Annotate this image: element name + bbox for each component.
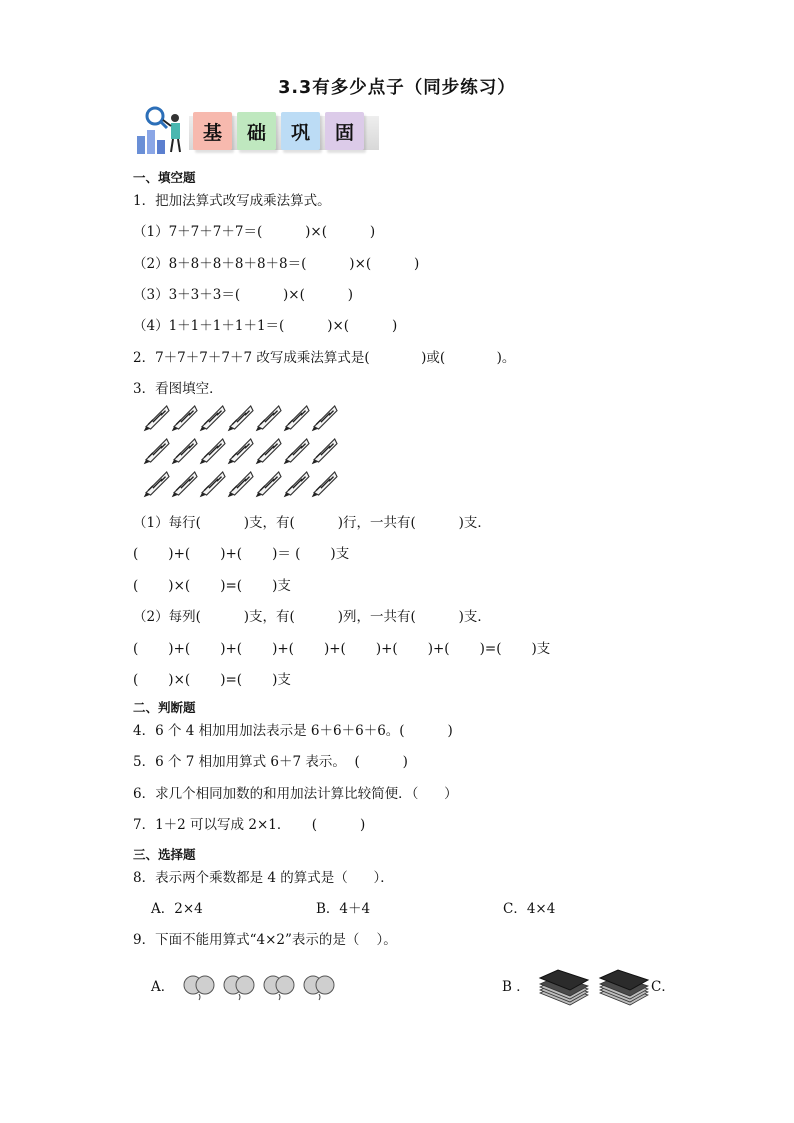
- pen-icon: [284, 472, 309, 497]
- q1-item-2: （2）8＋8＋8＋8＋8＋8＝( )×( ): [133, 256, 420, 272]
- q9-option-c: C．: [651, 979, 675, 995]
- q3-line-1: （1）每行( )支，有( )行，一共有( )支．: [133, 515, 491, 531]
- pen-icon: [172, 439, 197, 464]
- q2: 2．7＋7＋7＋7＋7 改写成乘法算式是( )或( )。: [133, 350, 516, 366]
- q1-item-4: （4）1＋1＋1＋1＋1＝( )×( ): [133, 318, 398, 334]
- q5: 5．6 个 7 相加用算式 6＋7 表示。 ( ): [133, 754, 408, 770]
- q6: 6．求几个相同加数的和用加法计算比较简便．（ ）: [133, 786, 458, 802]
- pen-icon: [144, 472, 169, 497]
- q8-option-b: B．4＋4: [316, 901, 371, 917]
- pen-icon: [228, 439, 253, 464]
- banner-tile-1: 基: [193, 112, 232, 150]
- q9-stem: 9．下面不能用算式“4×2”表示的是（ ）。: [133, 932, 397, 948]
- q1-stem: 1．把加法算式改写成乘法算式。: [133, 193, 331, 209]
- pen-icon: [256, 406, 281, 431]
- pen-icon: [312, 472, 337, 497]
- pen-icon: [284, 439, 309, 464]
- pen-grid-image: [140, 402, 340, 506]
- pen-icon: [312, 406, 337, 431]
- q3-line-3: ( )×( )=( )支: [133, 578, 291, 594]
- pen-icon: [312, 439, 337, 464]
- balloon-icon: [316, 976, 334, 994]
- q7: 7．1＋2 可以写成 2×1． ( ): [133, 817, 366, 833]
- pen-icon: [228, 472, 253, 497]
- q9-option-b: B ．: [502, 979, 530, 995]
- balloon-icon: [196, 976, 214, 994]
- banner-tile-2: 础: [237, 112, 276, 150]
- q3-stem: 3．看图填空．: [133, 381, 223, 397]
- q8-option-a: A．2×4: [151, 901, 203, 917]
- banner-tile-3: 巩: [281, 112, 320, 150]
- balloon-icon: [276, 976, 294, 994]
- presenter-chart-icon: [133, 106, 191, 156]
- pen-icon: [200, 406, 225, 431]
- q1-item-1: （1）7＋7＋7＋7＝( )×( ): [133, 224, 376, 240]
- q3-line-2: ( )+( )+( )＝ ( )支: [133, 546, 350, 562]
- pen-icon: [284, 406, 309, 431]
- pen-icon: [144, 406, 169, 431]
- banner-tile-4: 固: [325, 112, 364, 150]
- pen-icon: [256, 439, 281, 464]
- book-stack-icon: [538, 964, 650, 1008]
- pen-icon: [200, 472, 225, 497]
- pen-icon: [228, 406, 253, 431]
- pen-icon: [144, 439, 169, 464]
- page-title: 3.3有多少点子（同步练习）: [278, 78, 516, 98]
- q8-stem: 8．表示两个乘数都是 4 的算式是（ ）．: [133, 870, 394, 886]
- q9-option-a: A．: [151, 979, 175, 995]
- pen-icon: [200, 439, 225, 464]
- q8-option-c: C．4×4: [503, 901, 556, 917]
- q3-line-5: ( )+( )+( )+( )+( )+( )+( )=( )支: [133, 641, 551, 657]
- section-heading-judge: 二、判断题: [133, 700, 196, 715]
- section-heading-fill: 一、填空题: [133, 170, 196, 185]
- q3-line-6: ( )×( )=( )支: [133, 672, 291, 688]
- section-banner: [133, 106, 383, 156]
- q3-line-4: （2）每列( )支，有( )列，一共有( )支．: [133, 609, 491, 625]
- balloon-icon: [180, 972, 336, 1002]
- q1-item-3: （3）3＋3＋3＝( )×( ): [133, 287, 354, 303]
- balloon-icon: [236, 976, 254, 994]
- section-heading-choice: 三、选择题: [133, 847, 196, 862]
- pen-icon: [172, 406, 197, 431]
- pen-icon: [256, 472, 281, 497]
- q4: 4．6 个 4 相加用加法表示是 6＋6＋6＋6。( ): [133, 723, 453, 739]
- pen-icon: [172, 472, 197, 497]
